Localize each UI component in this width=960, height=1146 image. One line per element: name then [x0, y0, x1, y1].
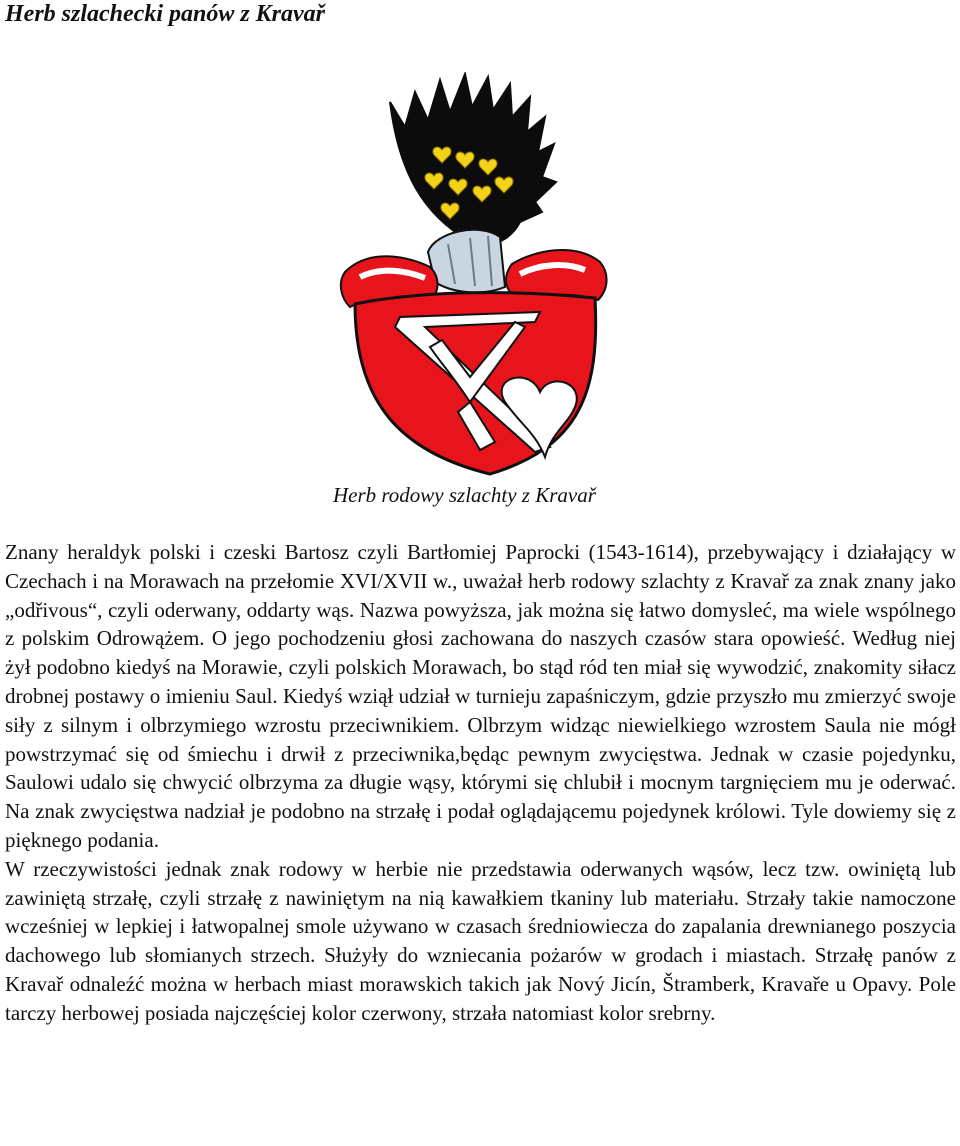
image-caption: Herb rodowy szlachty z Kravař [333, 483, 596, 507]
article-body [5, 538, 956, 1028]
paragraph: W rzeczywistości jednak znak rodowy w herbie nie przedstawia oderwanych wąsów, lecz tzw. owiniętą lub zawiniętą strzałę, czyli strzałę z nawiniętym na nią kawałkiem tkaniny lub materiału. Strzały takie namoczone wcześniej w lepkiej i łatwopalnej smole używano w czasach średniowiecza do zapalania drewnianego poszycia dachowego lub słomianych strzech. Służyły do wzniecania pożarów w grodach i miastach. Strzałę panów z Kravař odnaleźć można w herbach miast morawskich takich jak Nový Jicín, Štramberk, Kravaře u Opavy. Pole tarczy herbowej posiada najczęściej kolor czerwony, strzała natomiast kolor srebrny. [5, 856, 956, 1025]
coat-of-arms-kravar-icon [330, 72, 620, 482]
helmet [428, 230, 505, 293]
paragraph: Znany heraldyk polski i czeski Bartosz czyli Bartłomiej Paprocki (1543-1614), przebywający i działający w Czechach i na Morawach na przełomie XVI/XVII w., uważał herb rodowy szlachty z Kravař za znak znany jako „odřivous“, czyli oderwany, oddarty wąs. Nazwa powyższa, jak można się łatwo domysleć, ma wiele wspólnego z polskim Odrowążem. O jego pochodzeniu głosi zachowana do naszych czasów stara opowieść. Według niej żył podobno kiedyś na Morawie, czyli polskich Morawach, bo stąd ród ten miał się wywodzić, znakomity siłacz drobnej postawy o imieniu Saul. Kiedyś wziął udział w turnieju zapaśniczym, gdzie przyszło mu zmierzyć swoje siły z silnym i olbrzymiego wzrostu przeciwnikiem. Olbrzym widząc niewielkiego wzrostem Saula nie mógł powstrzymać się od śmiechu i drwił z przeciwnika,będąc pewnym zwycięstwa. Jednak w czasie pojedynku, Saulowi udalo się chwycić olbrzyma za długie wąsy, którymi się chlubił i mocnym targnięciem mu je oderwać. Na znak zwycięstwa nadział je podobno na strzałę i podał oglądającemu pojedynek królowi. Tyle dowiemy się z pięknego podania. [5, 540, 956, 852]
shield [355, 293, 596, 474]
page-title: Herb szlachecki panów z Kravař [5, 1, 326, 27]
